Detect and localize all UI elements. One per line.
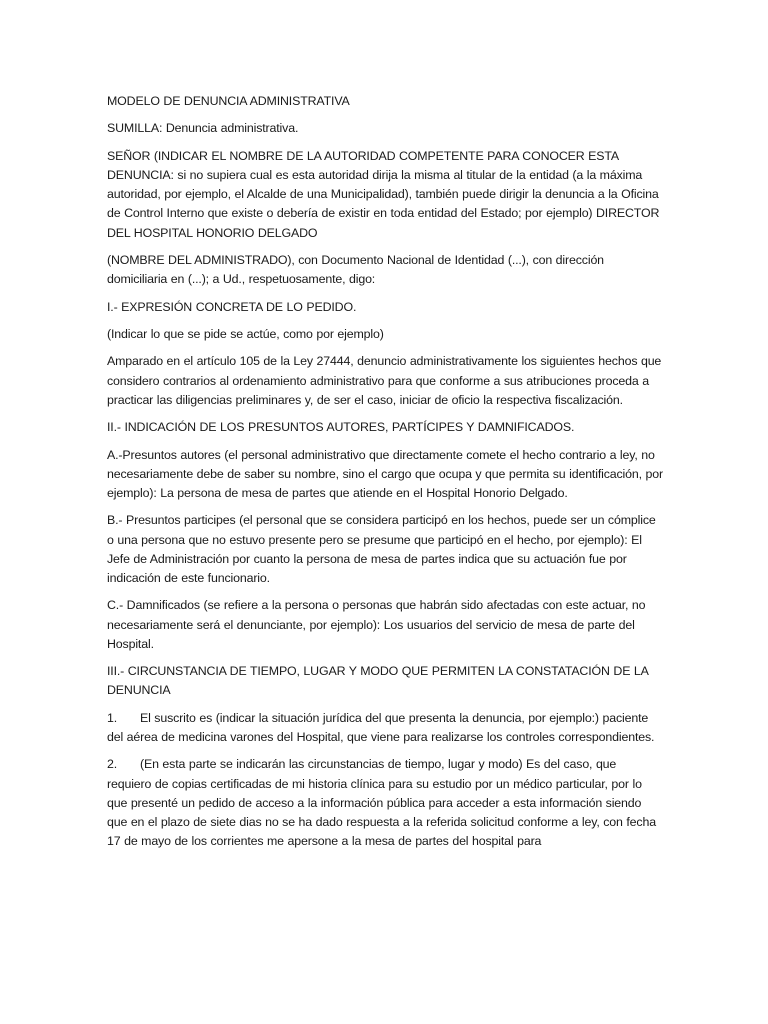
section-1-heading: I.- EXPRESIÓN CONCRETA DE LO PEDIDO. bbox=[107, 299, 357, 314]
sumilla-line: SUMILLA: Denuncia administrativa. bbox=[107, 121, 299, 136]
section-3-heading: III.- CIRCUNSTANCIA DE TIEMPO, LUGAR Y MODO QUE PERMITEN LA CONSTATACIÓN DE LA DENUNCIA bbox=[107, 664, 649, 698]
administrado-paragraph: (NOMBRE DEL ADMINISTRADO), con Documento Nacional de Identidad (...), con dirección domiciliaria en (...); a Ud., respetuosamente, digo: bbox=[107, 252, 604, 287]
section-2-damnified: C.- Damnificados (se refiere a la persona o personas que habrán sido afectadas con este actuar, no necesariamente será el denunciante, por ejemplo): Los usuarios del servicio de mesa de parte del Hospital. bbox=[107, 598, 646, 651]
section-2-heading: II.- INDICACIÓN DE LOS PRESUNTOS AUTORES, PARTÍCIPES Y DAMNIFICADOS. bbox=[107, 420, 575, 435]
document-title: MODELO DE DENUNCIA ADMINISTRATIVA bbox=[107, 94, 350, 108]
list-item-number: 2. bbox=[107, 757, 118, 772]
section-2-participants: B.- Presuntos participes (el personal que se considera participó en los hechos, puede ser un cómplice o una persona que no estuvo presente pero se presume que participó en el hecho, por ejemplo): El Jefe de Administración por cuanto la persona de mesa de partes indica que su actuación fue por indicación de este funcionario. bbox=[107, 513, 656, 585]
list-item-text: (En esta parte se indicarán las circunstancias de tiempo, lugar y modo) Es del caso, que requiero de copias certificadas de mi historia clínica para su estudio por un médico particular, por lo que presenté un pedido de acceso a la información pública para acceder a esta información siendo que en el plazo de siete dias no se ha dado respuesta a la referida solicitud conforme a ley, con fecha 17 de mayo de los corrientes me apersone a la mesa de partes del hospital para bbox=[107, 757, 656, 849]
section-2-authors: A.-Presuntos autores (el personal administrativo que directamente comete el hecho contrario a ley, no necesariamente debe de saber su nombre, sino el cargo que ocupa y que permita su identificación, por ejemplo): La persona de mesa de partes que atiende en el Hospital Honorio Delgado. bbox=[107, 447, 663, 500]
section-1-note: (Indicar lo que se pide se actúe, como por ejemplo) bbox=[107, 326, 384, 341]
list-item bbox=[107, 709, 663, 747]
list-item-number: 1. bbox=[107, 710, 118, 725]
list-item bbox=[107, 755, 663, 851]
document-page bbox=[107, 92, 663, 860]
list-item-text: El suscrito es (indicar la situación jurídica del que presenta la denuncia, por ejemplo:) paciente del aérea de medicina varones del Hospital, que viene para realizarse los controles correspondientes. bbox=[107, 710, 655, 744]
addressee-paragraph: SEÑOR (INDICAR EL NOMBRE DE LA AUTORIDAD COMPETENTE PARA CONOCER ESTA DENUNCIA: si no supiera cual es esta autoridad dirija la misma al titular de la entidad (a la máxima autoridad, por ejemplo, el Alcalde de una Municipalidad), también puede dirigir la denuncia a la Oficina de Control Interno que existe o debería de existir en toda entidad del Estado; por ejemplo) DIRECTOR DEL HOSPITAL HONORIO DELGADO bbox=[107, 148, 660, 240]
section-1-body: Amparado en el artículo 105 de la Ley 27444, denuncio administrativamente los siguientes hechos que considero contrarios al ordenamiento administrativo para que conforme a sus atribuciones proceda a practicar las diligencias preliminares y, de ser el caso, iniciar de oficio la respectiva fiscalización. bbox=[107, 354, 662, 407]
